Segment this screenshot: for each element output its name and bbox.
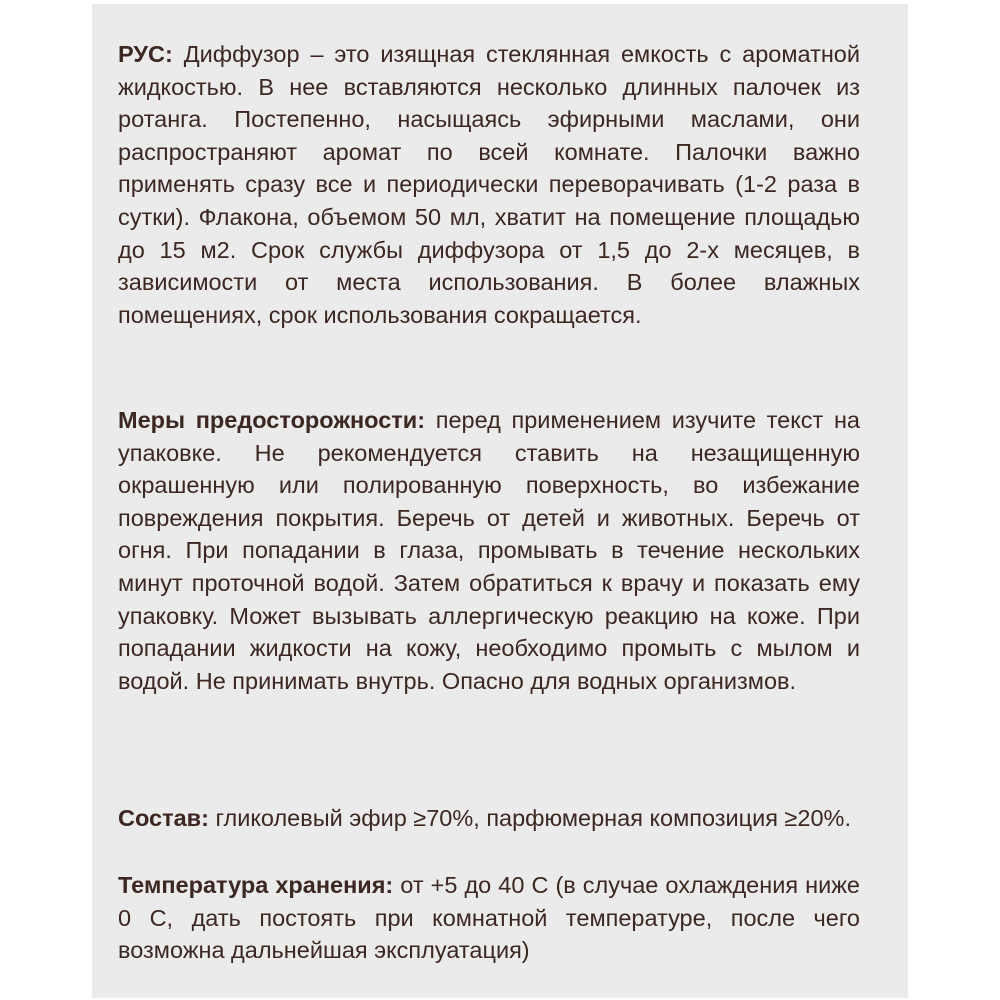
description-label: РУС: <box>118 41 173 67</box>
storage-label: Температура хранения: <box>118 872 394 898</box>
precautions-text: перед применением изучите текст на упаковке. Не рекомендуется ставить на незащищенную окрашенную или полированную поверхность, во избежание повреждения покрытия. Беречь от детей и животных. Беречь от огня. При попадании в глаза, промывать в течение нескольких минут проточной водой. Затем обратиться к врачу и показать ему упаковку. Может вызывать аллергическую реакцию на коже. При попадании жидкости на кожу, необходимо промыть с мылом и водой. Не принимать внутрь. Опасно для водных организмов. <box>118 407 860 694</box>
composition-text: гликолевый эфир ≥70%, парфюмерная композиция ≥20%. <box>215 805 851 831</box>
label-sheet <box>92 4 908 998</box>
description-paragraph <box>118 38 860 331</box>
precautions-label: Меры предосторожности: <box>118 407 426 433</box>
composition-paragraph <box>118 802 860 835</box>
storage-text: от +5 до 40 С (в случае охлаждения ниже 0 С, дать постоять при комнатной температуре, после чего возможна дальнейшая эксплуатация) <box>118 872 860 964</box>
composition-label: Состав: <box>118 805 209 831</box>
precautions-paragraph <box>118 404 860 697</box>
storage-paragraph <box>118 869 860 967</box>
description-text: Диффузор – это изящная стеклянная емкость с ароматной жидкостью. В нее вставляются несколько длинных палочек из ротанга. Постепенно, насыщаясь эфирными маслами, они распространяют аромат по всей комнате. Палочки важно применять сразу все и периодически переворачивать (1-2 раза в сутки). Флакона, объемом 50 мл, хватит на помещение площадью до 15 м2. Срок службы диффузора от 1,5 до 2-х месяцев, в зависимости от места использования. В более влажных помещениях, срок использования сокращается. <box>118 41 861 328</box>
